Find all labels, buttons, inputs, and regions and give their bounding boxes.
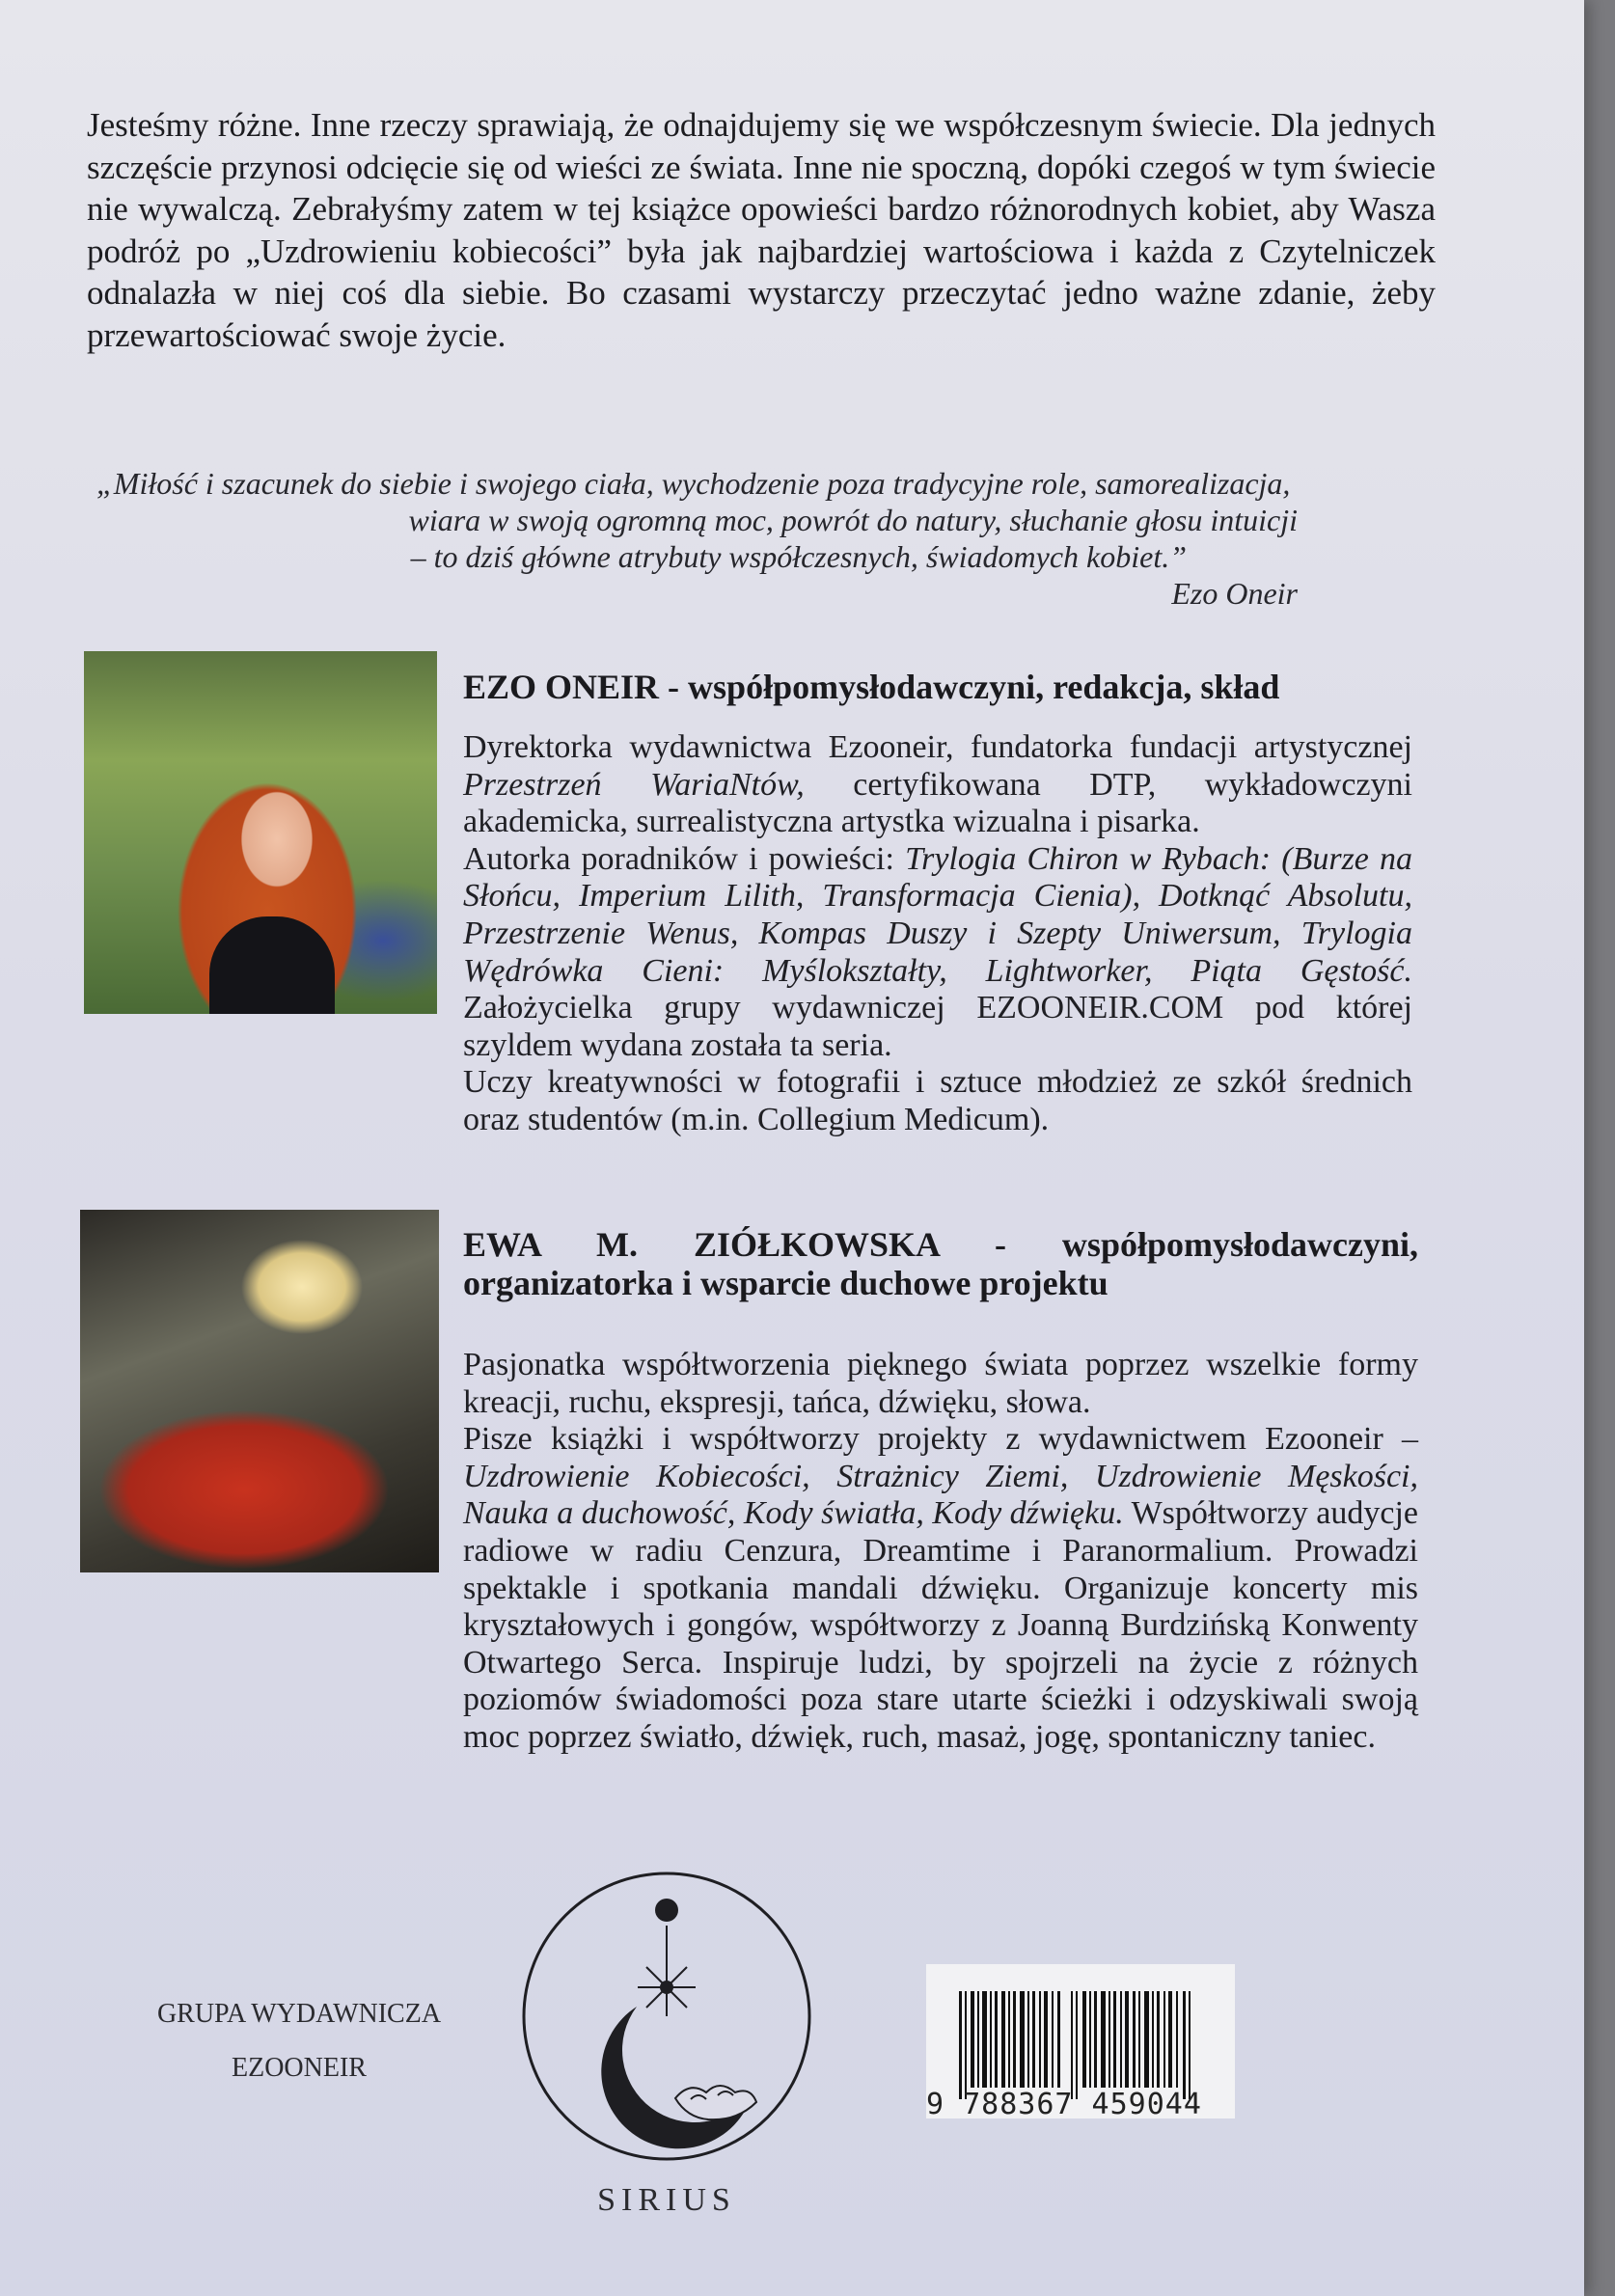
publisher-line-1: GRUPA WYDAWNICZA [156,1999,442,2029]
bio1-paragraph-2 [463,841,1412,1065]
quote-line-1: „Miłość i szacunek do siebie i swojego ciała, wychodzenie poza tradycyjne role, samorealizacja, [96,466,1291,501]
bio1-text [463,729,1412,1139]
quote-line-2: wiara w swoją ogromną moc, powrót do natury, słuchanie głosu intuicji [408,503,1298,537]
bio2-p2-italic: Uzdrowienie Kobiecości, Strażnicy Ziemi, Uzdrowienie Męskości, Nauka a duchowość, Kody światła, Kody dźwięku. [463,1458,1418,1532]
quote-author: Ezo Oneir [1171,576,1298,611]
author-photo-ezo-oneir [84,651,437,1014]
bio2-title-line-2: organizatorka i wsparcie duchowe projektu [463,1264,1109,1302]
bio1-paragraph-1 [463,729,1412,841]
bio2-p2-text-b: Współtworzy audycje radiowe w radiu Cenzura, Dreamtime i Paranormalium. Prowadzi spektakle i spotkania mandali dźwięku. Organizuje koncerty mis kryształowych i gongów, współtworzy z Joanną Burdzińską Konwenty Otwartego Serca. Inspiruje ludzi, by spojrzeli na życie z różnych poziomów świadomości poza stare utarte ścieżki i odzyskiwali swoją moc poprzez światło, dźwięk, ruch, masaż, jogę, spontaniczny taniec. [463,1495,1418,1755]
bio2-title-line-1: EWA M. ZIÓŁKOWSKA - współpomysłodawczyni, [463,1225,1418,1264]
intro-paragraph: Jesteśmy różne. Inne rzeczy sprawiają, że odnajdujemy się we współczesnym świecie. Dla jednych szczęście przynosi odcięcie się od wieści ze świata. Inne nie spoczną, dopóki czegoś w tym świecie nie wywalczą. Zebrałyśmy zatem w tej książce opowieści bardzo różnorodnych kobiet, aby Wasza podróż po „Uzdrowieniu kobiecości” była jak najbardziej wartościowa i każda z Czytelniczek odnalazła w niej coś dla siebie. Bo czasami wystarczy przeczytać jedno ważne zdanie, żeby przewartościować swoje życie. [87,106,1436,354]
bio1-p2-italic: Trylogia Chiron w Rybach: (Burze na Słońcu, Imperium Lilith, Transformacja Cienia), Dotknąć Absolutu, Przestrzenie Wenus, Kompas Duszy i Szepty Uniwersum, Trylogia Wędrówka Cieni: Myślokształty, Lightworker, Piąta Gęstość. [463,840,1413,989]
bio1-p2-text-a: Autorka poradników i powieści: [463,840,906,877]
bio1-p1-italic: Przestrzeń WariaNtów, [463,766,805,803]
bio1-p1-text-a: Dyrektorka wydawnictwa Ezooneir, fundatorka fundacji artystycznej [463,729,1412,765]
publisher-line-2: EZOONEIR [232,2053,367,2083]
bio1-p2-text-b: Założycielka grupy wydawniczej EZOONEIR.COM pod której szyldem wydana została ta seria. [463,990,1412,1063]
quote-block [96,465,1428,612]
bio2-text [463,1347,1418,1757]
bio1-p1-text-b: certyfikowana DTP, wykładowczyni akademicka, surrealistyczna artystka wizualna i pisarka. [463,766,1412,840]
barcode-digits: 9 788367 459044 [926,2088,1202,2121]
photo-dress-shape [209,916,335,1014]
bio2-p2-text-a: Pisze książki i współtworzy projekty z wydawnictwem Ezooneir – [463,1421,1418,1458]
bio1-title: EZO ONEIR - współpomysłodawczyni, redakcja, skład [463,668,1280,706]
author-photo-ewa-ziolkowska [80,1210,439,1572]
sirius-label: SIRIUS [597,2182,736,2218]
bio1-paragraph-3: Uczy kreatywności w fotografii i sztuce młodzież ze szkół średnich oraz studentów (m.in. Collegium Medicum). [463,1064,1412,1137]
quote-line-3: – to dziś główne atrybuty współczesnych, świadomych kobiet.” [410,539,1187,574]
bio2-paragraph-1: Pasjonatka współtworzenia pięknego świata poprzez wszelkie formy kreacji, ruchu, ekspresji, tańca, dźwięku, słowa. [463,1347,1418,1420]
publisher-name [145,1987,453,2095]
bio2-paragraph-2 [463,1421,1418,1756]
sirius-logo-icon [521,1872,812,2219]
